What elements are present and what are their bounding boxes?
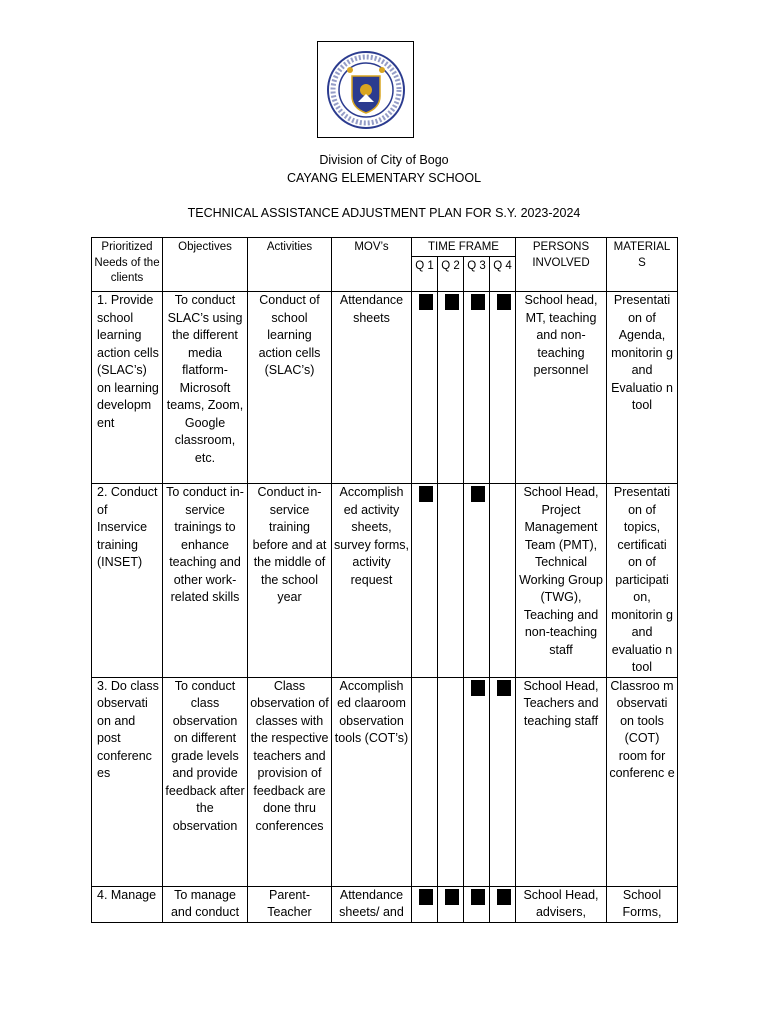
row-mov: Attendance sheets/ and	[332, 886, 412, 922]
quarter-cell	[490, 677, 516, 886]
row-activity: Parent- Teacher	[248, 886, 332, 922]
quarter-cell	[438, 484, 464, 678]
deped-seal	[317, 41, 414, 138]
header-movs: MOV’s	[332, 238, 412, 292]
row-mov: Accomplish ed claaroom observation tools (COT’s)	[332, 677, 412, 886]
row-objective: To conduct class observation on different grade levels and provide feedback after the observation	[163, 677, 248, 886]
schedule-mark	[419, 486, 433, 502]
header-q1: Q 1	[412, 257, 438, 292]
quarter-cell	[464, 677, 490, 886]
row-materials: Presentati on of topics, certificati on of participati on, monitorin g and evaluatio n tool	[607, 484, 678, 678]
header-q4: Q 4	[490, 257, 516, 292]
row-persons: School head, MT, teaching and non-teaching personnel	[516, 292, 607, 484]
header-materials: MATERIAL S	[607, 238, 678, 292]
quarter-cell	[490, 886, 516, 922]
technical-assistance-table	[91, 237, 678, 923]
school-name: CAYANG ELEMENTARY SCHOOL	[286, 171, 482, 185]
row-need: 4. Manage	[92, 886, 163, 922]
quarter-cell	[490, 484, 516, 678]
quarter-cell	[412, 292, 438, 484]
schedule-mark	[497, 889, 511, 905]
row-mov: Attendance sheets	[332, 292, 412, 484]
quarter-cell	[464, 484, 490, 678]
row-persons: School Head, Teachers and teaching staff	[516, 677, 607, 886]
quarter-cell	[464, 886, 490, 922]
table-row	[92, 886, 678, 922]
quarter-cell	[438, 677, 464, 886]
quarter-cell	[438, 886, 464, 922]
quarter-cell	[490, 292, 516, 484]
row-materials: Classroo m observati on tools (COT) room for conferenc e	[607, 677, 678, 886]
quarter-cell	[412, 677, 438, 886]
quarter-cell	[438, 292, 464, 484]
row-need: 3. Do class observati on and post conferenc es	[92, 677, 163, 886]
row-persons: School Head, advisers,	[516, 886, 607, 922]
schedule-mark	[471, 486, 485, 502]
table-row	[92, 677, 678, 886]
schedule-mark	[497, 680, 511, 696]
schedule-mark	[497, 294, 511, 310]
header-needs: Prioritized Needs of the clients	[92, 238, 163, 292]
row-materials: School Forms,	[607, 886, 678, 922]
header-objectives: Objectives	[163, 238, 248, 292]
schedule-mark	[471, 889, 485, 905]
quarter-cell	[464, 292, 490, 484]
schedule-mark	[471, 680, 485, 696]
quarter-cell	[412, 886, 438, 922]
table-row	[92, 484, 678, 678]
plan-title: TECHNICAL ASSISTANCE ADJUSTMENT PLAN FOR S.Y. 2023-2024	[187, 206, 581, 220]
row-persons: School Head, Project Management Team (PMT), Technical Working Group (TWG), Teaching and non-teaching staff	[516, 484, 607, 678]
row-need: 2. Conduct of Inservice training (INSET)	[92, 484, 163, 678]
quarter-cell	[412, 484, 438, 678]
row-objective: To manage and conduct	[163, 886, 248, 922]
schedule-mark	[471, 294, 485, 310]
header-q3: Q 3	[464, 257, 490, 292]
schedule-mark	[445, 294, 459, 310]
row-objective: To conduct SLAC’s using the different media flatform- Microsoft teams, Zoom, Google classroom, etc.	[163, 292, 248, 484]
row-activity: Conduct in-service training before and at the middle of the school year	[248, 484, 332, 678]
table-row	[92, 292, 678, 484]
row-mov: Accomplish ed activity sheets, survey forms, activity request	[332, 484, 412, 678]
schedule-mark	[419, 294, 433, 310]
row-materials: Presentati on of Agenda, monitorin g and Evaluatio n tool	[607, 292, 678, 484]
header-activities: Activities	[248, 238, 332, 292]
header-persons: PERSONS INVOLVED	[516, 238, 607, 292]
row-need: 1. Provide school learning action cells (SLAC’s) on learning developm ent	[92, 292, 163, 484]
header-time-frame: TIME FRAME	[412, 238, 516, 257]
schedule-mark	[445, 889, 459, 905]
deped-seal-icon	[326, 50, 406, 130]
schedule-mark	[419, 889, 433, 905]
header-q2: Q 2	[438, 257, 464, 292]
row-activity: Class observation of classes with the respective teachers and provision of feedback are done thru conferences	[248, 677, 332, 886]
row-activity: Conduct of school learning action cells (SLAC’s)	[248, 292, 332, 484]
division-name: Division of City of Bogo	[319, 153, 449, 167]
row-objective: To conduct in-service trainings to enhance teaching and other work-related skills	[163, 484, 248, 678]
